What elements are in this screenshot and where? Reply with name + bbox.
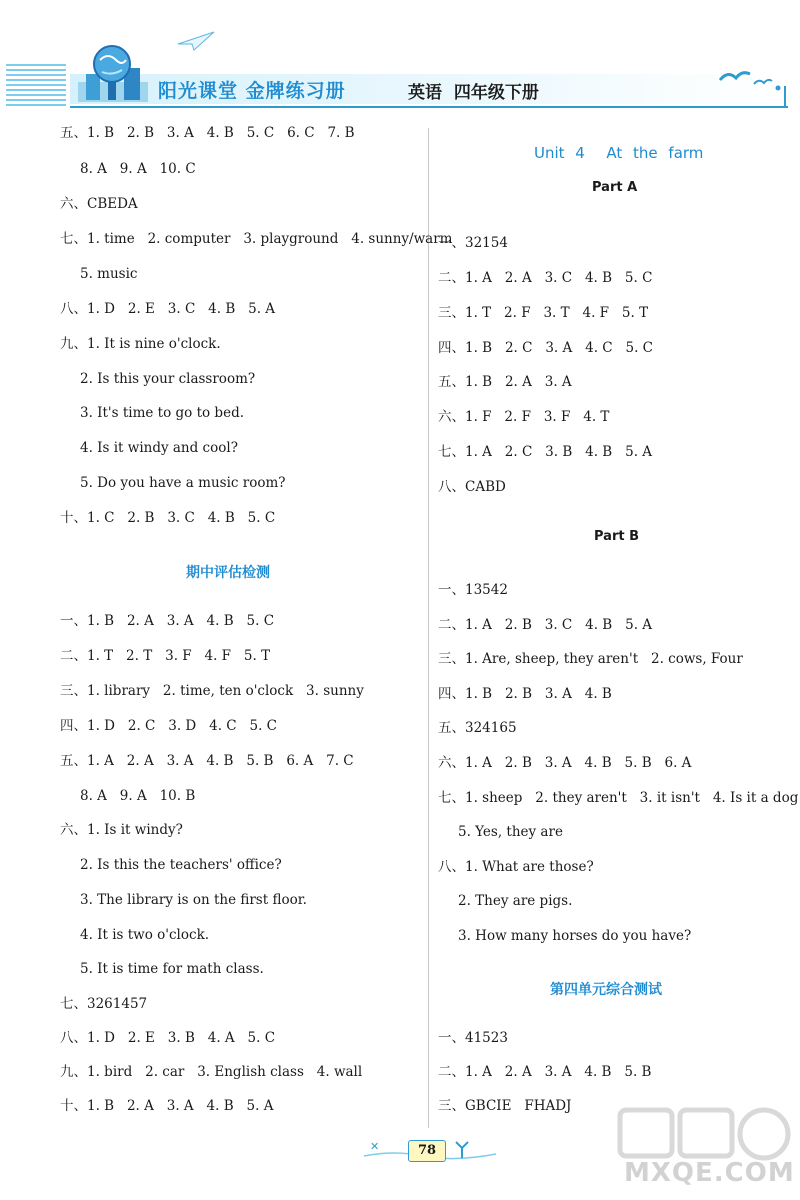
page-header — [0, 0, 800, 128]
answer-line: 六、1. A 2. B 3. A 4. B 5. B 6. A — [438, 755, 692, 771]
answer-line: 4. Is it windy and cool? — [80, 440, 238, 456]
answer-line: 八、1. D 2. E 3. B 4. A 5. C — [60, 1030, 276, 1046]
answer-line: 2. They are pigs. — [458, 893, 573, 909]
answer-line: 8. A 9. A 10. C — [80, 161, 196, 177]
answer-line: 七、1. sheep 2. they aren't 3. it isn't 4. Is it a dog — [438, 790, 799, 806]
answer-line: 二、1. A 2. A 3. A 4. B 5. B — [438, 1064, 652, 1080]
page-number: 78 — [408, 1140, 446, 1162]
answer-line: 八、1. What are those? — [438, 859, 594, 875]
answer-line: 5. Do you have a music room? — [80, 475, 286, 491]
unit-title: Unit 4 At the farm — [534, 144, 704, 162]
section-title: 第四单元综合测试 — [550, 982, 662, 998]
answer-line: 一、41523 — [438, 1030, 508, 1046]
answer-line: 五、1. B 2. B 3. A 4. B 5. C 6. C 7. B — [60, 125, 355, 141]
globe-logo-icon — [72, 38, 152, 104]
header-rule — [70, 106, 788, 108]
answer-line: 四、1. B 2. B 3. A 4. B — [438, 686, 612, 702]
answer-line: 三、1. library 2. time, ten o'clock 3. sunny — [60, 683, 364, 699]
answer-line: 二、1. A 2. A 3. C 4. B 5. C — [438, 270, 653, 286]
answer-line: 一、1. B 2. A 3. A 4. B 5. C — [60, 613, 275, 629]
answer-line: 十、1. C 2. B 3. C 4. B 5. C — [60, 510, 276, 526]
answer-line: 六、1. Is it windy? — [60, 822, 183, 838]
answer-line: 七、1. time 2. computer 3. playground 4. sunny/warm — [60, 231, 453, 247]
answer-line: 5. music — [80, 266, 138, 282]
part-heading: Part A — [592, 180, 638, 195]
answer-line: 3. How many horses do you have? — [458, 928, 692, 944]
answer-line: 5. Yes, they are — [458, 824, 563, 840]
answer-line: 五、1. B 2. A 3. A — [438, 374, 572, 390]
seagulls-icon — [716, 62, 786, 92]
answer-line: 2. Is this your classroom? — [80, 371, 256, 387]
answer-line: 七、1. A 2. C 3. B 4. B 5. A — [438, 444, 653, 460]
series-title: 阳光课堂 金牌练习册 — [158, 80, 346, 102]
answer-line: 五、1. A 2. A 3. A 4. B 5. B 6. A 7. C — [60, 753, 354, 769]
svg-text:✕: ✕ — [370, 1140, 380, 1153]
answer-line: 七、3261457 — [60, 996, 148, 1012]
answer-line: 八、1. D 2. E 3. C 4. B 5. A — [60, 301, 276, 317]
answer-line: 八、CABD — [438, 479, 506, 495]
part-heading: Part B — [594, 529, 640, 544]
answer-line: 三、GBCIE FHADJ — [438, 1098, 572, 1114]
section-title: 期中评估检测 — [186, 565, 270, 581]
answer-line: 4. It is two o'clock. — [80, 927, 210, 943]
answer-line: 六、CBEDA — [60, 196, 138, 212]
answer-line: 5. It is time for math class. — [80, 961, 264, 977]
book-title: 英语 四年级下册 — [408, 83, 539, 103]
answer-line: 3. It's time to go to bed. — [80, 405, 244, 421]
answer-line: 3. The library is on the first floor. — [80, 892, 307, 908]
watermark-url: MXQE.COM — [624, 1158, 795, 1188]
answer-line: 四、1. B 2. C 3. A 4. C 5. C — [438, 340, 654, 356]
answer-line: 一、13542 — [438, 582, 508, 598]
answer-line: 九、1. bird 2. car 3. English class 4. wall — [60, 1064, 363, 1080]
answer-line: 一、32154 — [438, 235, 508, 251]
answer-line: 十、1. B 2. A 3. A 4. B 5. A — [60, 1098, 274, 1114]
answer-line: 四、1. D 2. C 3. D 4. C 5. C — [60, 718, 277, 734]
answer-line: 二、1. T 2. T 3. F 4. F 5. T — [60, 648, 271, 664]
paper-plane-icon — [176, 30, 216, 54]
header-stripes — [6, 64, 66, 108]
column-divider — [428, 128, 429, 1128]
answer-line: 二、1. A 2. B 3. C 4. B 5. A — [438, 617, 653, 633]
answer-line: 三、1. Are, sheep, they aren't 2. cows, Four — [438, 651, 743, 667]
answer-line: 六、1. F 2. F 3. F 4. T — [438, 409, 610, 425]
answer-line: 2. Is this the teachers' office? — [80, 857, 282, 873]
answer-line: 8. A 9. A 10. B — [80, 788, 196, 804]
answer-line: 九、1. It is nine o'clock. — [60, 336, 221, 352]
answer-line: 三、1. T 2. F 3. T 4. F 5. T — [438, 305, 649, 321]
answer-line: 五、324165 — [438, 720, 517, 736]
